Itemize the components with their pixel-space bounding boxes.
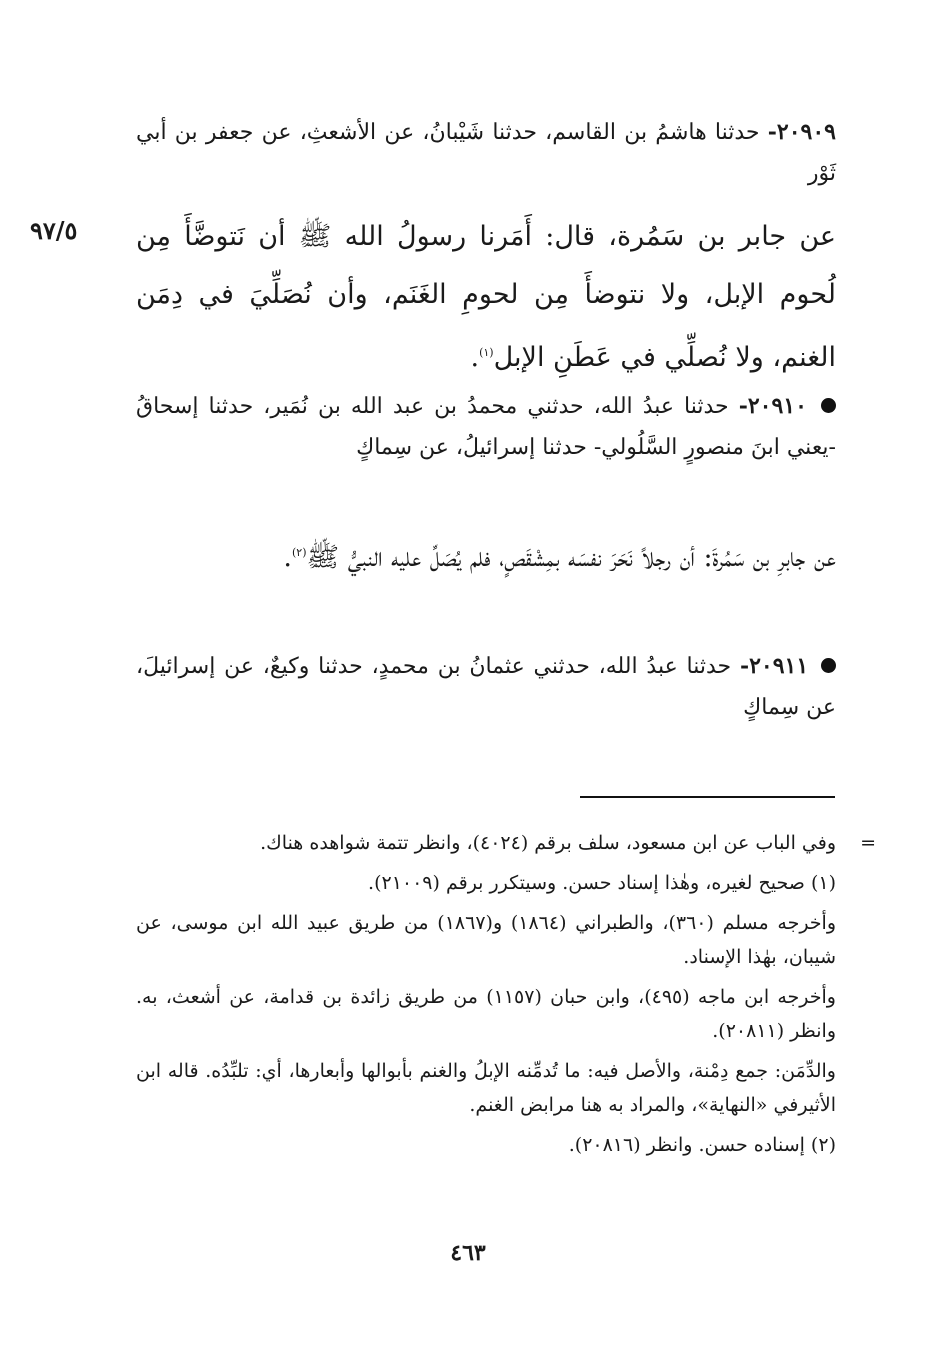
hadith-20911-isnad bbox=[136, 646, 836, 728]
footnote-item: وفي الباب عن ابن مسعود، سلف برقم (٤٠٢٤)، وانظر تتمة شواهده هناك. bbox=[260, 832, 836, 854]
matn-text: عن جابر بن سَمُرة، قال: أَمَرنا رسولُ الله ﷺ أن نَتوضَّأَ مِن لُحوم الإبل، ولا نتوضأَ مِن لحومِ الغَنَم، وأن نُصَلِّيَ في دِمَن الغنم، ولا نُصلِّي في عَطَنِ الإبل bbox=[136, 221, 836, 373]
footnote-item: (٢) إسناده حسن. وانظر (٢٠٨١٦). bbox=[568, 1134, 836, 1156]
hadith-20910-isnad bbox=[136, 386, 836, 468]
continuation-mark: = bbox=[860, 832, 876, 854]
footnote-item: وأخرجه مسلم (٣٦٠)، والطبراني (١٨٦٤) و(١٨٦٧) من طريق عبيد الله ابن موسى، عن شيبان، بهٰذا الإسناد. bbox=[136, 912, 836, 968]
footnote-item: وأخرجه ابن ماجه (٤٩٥)، وابن حبان (١١٥٧) من طريق زائدة بن قدامة، عن أشعث، به. وانظر (٢٠٨١١). bbox=[136, 986, 836, 1042]
footnotes bbox=[136, 826, 876, 1168]
isnad-text: حدثنا عبدُ الله، حدثني محمدُ بن عبد الله بن نُمَير، حدثنا إسحاقُ -يعني ابنَ منصورٍ السَّلُولي- حدثنا إسرائيلُ، عن سِماكٍ bbox=[136, 394, 836, 460]
hadith-20909-matn bbox=[136, 208, 836, 387]
margin-volume-page-ref: ٩٧/٥ bbox=[30, 216, 78, 245]
matn-end: . bbox=[470, 342, 480, 373]
hadith-number: ٢٠٩١٠- bbox=[738, 393, 807, 419]
bullet-icon bbox=[821, 398, 836, 413]
footnote-separator bbox=[580, 796, 835, 798]
isnad-text: حدثنا عبدُ الله، حدثني عثمانُ بن محمدٍ، حدثنا وكيعٌ، عن إسرائيلَ، عن سِماكٍ bbox=[136, 654, 836, 720]
footnote-ref-2[interactable]: (٢) bbox=[291, 546, 307, 559]
bullet-icon bbox=[821, 658, 836, 673]
footnote-item: والدِّمَن: جمع دِمْنة، والأصل فيه: ما تُدمِّنه الإبلُ والغنم بأبوالها وأبعارها، أي: تلبِّدُه. قاله ابن الأثيرفي «النهاية»، والمراد به هنا مرابض الغنم. bbox=[136, 1060, 836, 1116]
matn-end: . bbox=[283, 542, 292, 573]
hadith-20909-isnad bbox=[136, 112, 836, 194]
hadith-number: ٢٠٩٠٩- bbox=[767, 119, 836, 145]
footnote-ref-1[interactable]: (١) bbox=[479, 346, 494, 359]
hadith-number: ٢٠٩١١- bbox=[739, 653, 809, 679]
page-number: ٤٦٣ bbox=[450, 1240, 486, 1266]
hadith-20910-matn bbox=[136, 524, 836, 587]
footnote-item: (١) صحيح لغيره، وهٰذا إسناد حسن. وسيتكرر برقم (٢١٠٠٩). bbox=[368, 872, 836, 894]
matn-text: عن جابرِ بن سَمُرةَ: أن رجلاً نَحَرَ نفسَه بمِشْقَصٍ، فلم يُصَلِّ عليه النبيُّ ﷺ bbox=[306, 542, 836, 573]
isnad-text: حدثنا هاشمُ بن القاسم، حدثنا شَيْبانُ، عن الأشعثِ، عن جعفر بن أبي ثَوْر bbox=[136, 120, 836, 186]
